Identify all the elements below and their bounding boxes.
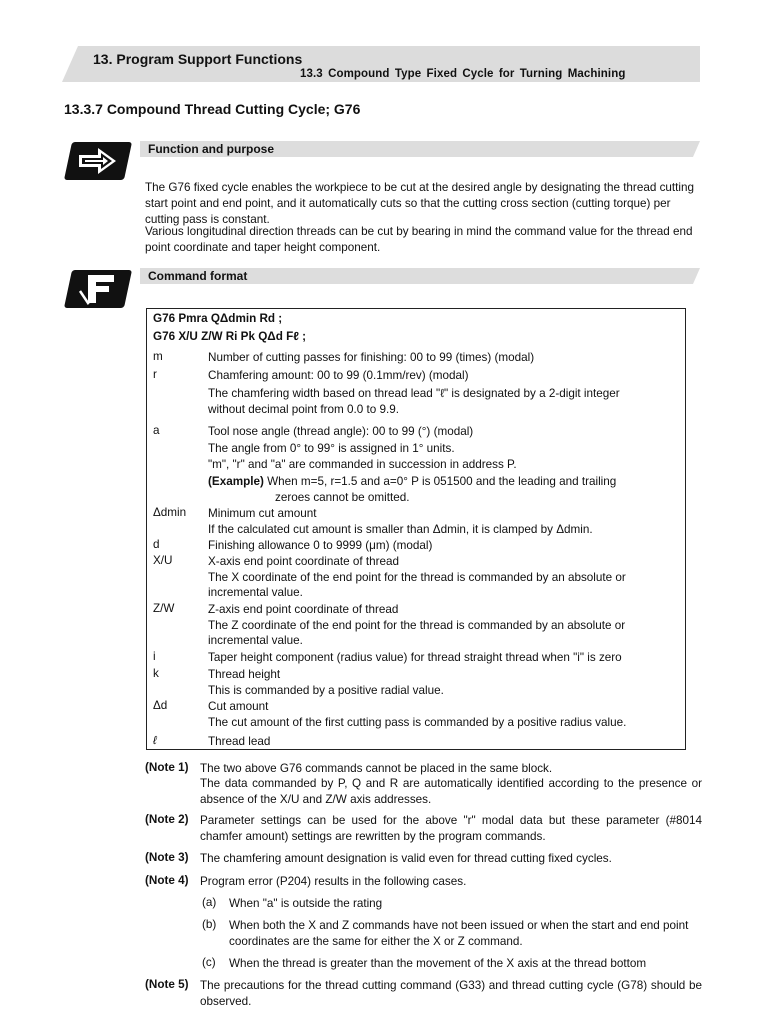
note-text: The precautions for the thread cutting command (G33) and thread cutting cycle (G78) should be observed. [200, 979, 702, 1008]
param-description: incremental value. [208, 586, 303, 599]
param-symbol: m [153, 350, 163, 363]
param-description: If the calculated cut amount is smaller than Δdmin, it is clamped by Δdmin. [208, 523, 593, 536]
subsection-title: 13.3.7 Compound Thread Cutting Cycle; G76 [64, 101, 361, 117]
case-text: When "a" is outside the rating [229, 897, 383, 910]
format-line-2: G76 X/U Z/W Ri Pk QΔd Fℓ ; [153, 330, 307, 343]
case-text: When both the X and Z commands have not been issued or when the start and end point coordinates are the same for either the X or Z command. [229, 919, 689, 948]
param-symbol: a [153, 424, 160, 437]
param-description: Cut amount [208, 700, 269, 713]
note-text: Program error (P204) results in the following cases. [200, 875, 467, 888]
param-example-line: (Example) When m=5, r=1.5 and a=0° P is 051500 and the leading and trailing [208, 475, 617, 488]
note-label: (Note 1) [145, 761, 189, 774]
param-symbol: ℓ [153, 734, 157, 747]
param-description: Tool nose angle (thread angle): 00 to 99 (°) (modal) [208, 425, 474, 438]
note-label: (Note 2) [145, 813, 189, 826]
note-label: (Note 5) [145, 978, 189, 991]
param-symbol: Δdmin [153, 506, 187, 519]
param-description: X-axis end point coordinate of thread [208, 555, 400, 568]
case-label: (b) [202, 918, 217, 931]
note-text: The data commanded by P, Q and R are automatically identified according to the presence or absence of the X/U and Z/W axis addresses. [200, 777, 702, 806]
param-description: The X coordinate of the end point for the thread is commanded by an absolute or [208, 571, 626, 584]
param-description: The cut amount of the first cutting pass is commanded by a positive radius value. [208, 716, 627, 729]
case-label: (c) [202, 956, 216, 969]
param-description: "m", "r" and "a" are commanded in succession in address P. [208, 458, 517, 471]
note-label: (Note 4) [145, 874, 189, 887]
param-description: without decimal point from 0.0 to 9.9. [208, 403, 399, 416]
param-description: Thread height [208, 668, 281, 681]
case-label: (a) [202, 896, 217, 909]
param-symbol: X/U [153, 554, 173, 567]
param-description: The Z coordinate of the end point for the thread is commanded by an absolute or [208, 619, 626, 632]
param-symbol: d [153, 538, 160, 551]
param-description: Number of cutting passes for finishing: 00 to 99 (times) (modal) [208, 351, 535, 364]
param-symbol: Z/W [153, 602, 175, 615]
function-arrow-icon [64, 142, 132, 180]
function-paragraph-2: Various longitudinal direction threads can be cut by bearing in mind the command value for the thread end point coordinate and taper height component. [145, 225, 693, 254]
chapter-title: 13. Program Support Functions [93, 51, 303, 67]
param-description: Finishing allowance 0 to 9999 (μm) (modal) [208, 539, 433, 552]
case-text: When the thread is greater than the movement of the X axis at the thread bottom [229, 957, 647, 970]
note-text: The two above G76 commands cannot be placed in the same block. [200, 762, 553, 775]
param-description: incremental value. [208, 634, 303, 647]
param-description: Taper height component (radius value) for thread straight thread when "i" is zero [208, 651, 622, 664]
param-description: Z-axis end point coordinate of thread [208, 603, 399, 616]
command-format-icon [64, 270, 132, 308]
note-text: The chamfering amount designation is valid even for thread cutting fixed cycles. [200, 852, 612, 865]
param-symbol: k [153, 667, 159, 680]
param-description: Thread lead [208, 735, 271, 748]
param-description: The chamfering width based on thread lead "ℓ" is designated by a 2-digit integer [208, 387, 620, 400]
param-symbol: r [153, 368, 157, 381]
param-symbol: Δd [153, 699, 168, 712]
section-reference: 13.3 Compound Type Fixed Cycle for Turning Machining [300, 68, 626, 80]
param-description: Minimum cut amount [208, 507, 317, 520]
param-description: Chamfering amount: 00 to 99 (0.1mm/rev) (modal) [208, 369, 469, 382]
function-paragraph-1: The G76 fixed cycle enables the workpiece to be cut at the desired angle by designating the thread cutting start point and end point, and it automatically cuts so that the cutting cross section (cutting torque) per cutting pass is constant. [145, 181, 695, 226]
command-format-label: Command format [148, 269, 248, 283]
function-purpose-label: Function and purpose [148, 142, 274, 156]
param-description: zeroes cannot be omitted. [275, 491, 410, 504]
param-description: The angle from 0° to 99° is assigned in 1° units. [208, 442, 455, 455]
format-line-1: G76 Pmra QΔdmin Rd ; [153, 312, 283, 325]
note-label: (Note 3) [145, 851, 189, 864]
param-description: This is commanded by a positive radial value. [208, 684, 444, 697]
param-symbol: i [153, 650, 156, 663]
note-text: Parameter settings can be used for the above "r" modal data but these parameter (#8014 chamfer amount) settings are rewritten by the program commands. [200, 814, 702, 843]
